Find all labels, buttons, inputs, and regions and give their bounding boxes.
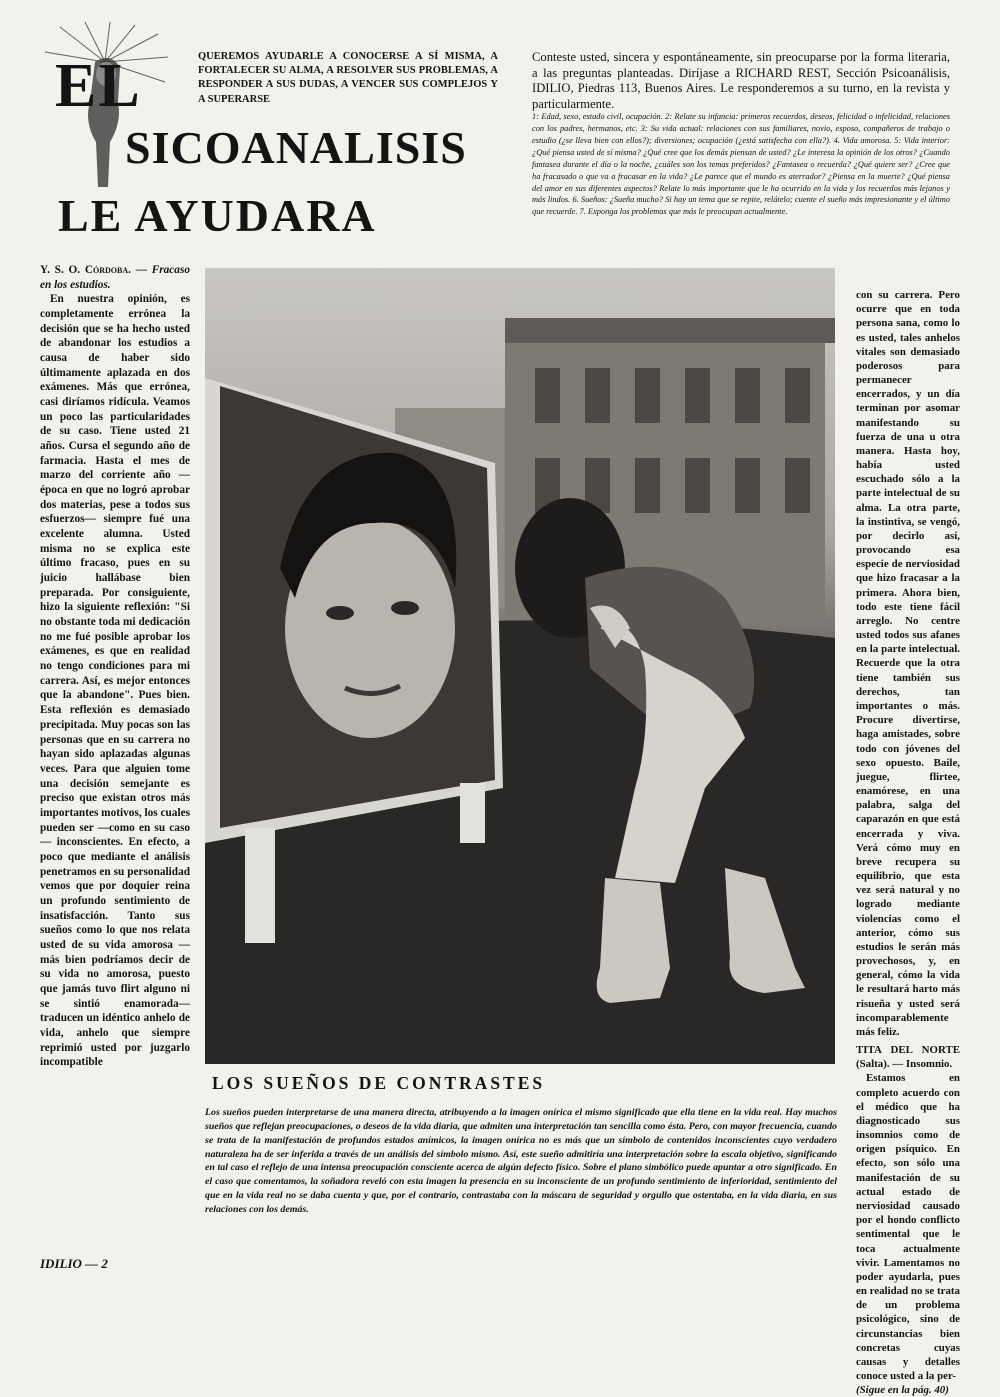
left-column	[40, 263, 190, 1253]
questions-text: 1: Edad, sexo, estado civil, ocupación. 2: Relate su infancia: primeros recuerdos, deseos, felicidad o infelicidad, relaciones con los padres, hermanos, etc. 3: Su vida actual: relaciones con sus familiares, novio, esposo, compañeros de trabajo o estudio (¿se lleva bien con ellos?); diversiones; ocupación (¿está satisfecha con ella?). 4. Vida amorosa. 5: Vida interior: ¿Qué piensa usted de sí misma? ¿Qué cree que los demás piensan de usted? ¿Le interesa la opinión de los otros? ¿Cuando fantasea durante el día o la noche, ¿cuáles son los temas preferidos? ¿Fantasea o recuerda? ¿Qué quiere ser? ¿Cree que ha fracasado o que va a fracasar en la vida? ¿Le parece que el mundo es aterrador? ¿Piensa en la muerte? ¿Qué piensa del amor en sus diferentes aspectos? Relate lo más importante que le ha ocurrido en la vida y los recuerdos más lejanos y más lindos. 6. Sueños: ¿Sueña mucho? Si hay un tema que se repite, relátelo; cuente el sueño más impresionante y el último que recuerde. 7. Exponga los problemas que más le preocupan actualmente.	[532, 112, 950, 217]
second-reader-signature: TITA DEL NORTE (Salta). — Insomnio.	[856, 1044, 960, 1071]
title-el: EL	[55, 52, 142, 120]
title-le-ayudara: LE AYUDARA	[58, 190, 377, 241]
caption-body: Los sueños pueden interpretarse de una manera directa, atribuyendo a la imagen onírica el mismo significado que ella tiene en la vida real. Hay muchos sueños que reflejan preocupaciones, o deseos de la vida diaria, que admiten una interpretación tan sencilla como ésta. Pero, con mayor frecuencia, cuando se trata de la manifestación de profundos estados anímicos, la imagen onírica no es más que un símbolo de contenidos inconscientes cuyo verdadero naturaleza ha de ser inferida a través de un análisis del símbolo mismo. Así, este sueño admitiría una interpretación sobre la escala objetivo, significando en tal caso el reflejo de una intensa preocupación consciente acerca de algún defecto físico. Sobre el plano simbólico puede apuntar a otro significado. En el caso que comentamos, la soñadora reveló con esta imagen la presencia en su inconsciente de un profundo sentimiento de inferioridad, sentimiento del que en la vida real no se daba cuenta y que, por el contrario, contrastaba con la máscara de seguridad y orgullo que ostentaba, en la vida diaria, en sus relaciones con los demás.	[205, 1107, 837, 1216]
right-column	[856, 288, 960, 1397]
reader-subject: — Fracaso en los estudios.	[40, 264, 190, 291]
photo-illustration	[205, 268, 835, 1064]
right-column-paragraph-2: Estamos en completo acuerdo con el médico que ha diagnosticado sus insomnios como de origen psíquico. En efecto, son sólo una manifestación de su actual estado de nerviosidad causado por el hondo conflicto sentimental que le toca actualmente vivir. Lamentamos no poder ayudarla, pues en realidad no se trata de un problema psicológico, sino de circunstancias bien concretas cuyas causas y detalles conoce usted a la per-	[856, 1072, 960, 1383]
page-footer: IDILIO — 2	[40, 1256, 108, 1271]
title-sicoanalisis: SICOANALISIS	[125, 122, 467, 173]
instructions-text: Conteste usted, sincera y espontáneamente, sin preocuparse por la forma literaria, a las preguntas planteadas. Diríjase a RICHARD REST, Sección Psicoanálisis, IDILIO, Piedras 113, Buenos Aires. Le responderemos a su turno, en la revista y particularmente.	[532, 50, 950, 112]
reader-signature: Y. S. O. Córdoba.	[40, 264, 131, 276]
right-column-paragraph-1: con su carrera. Pero ocurre que en toda persona sana, como lo es usted, tales anhelos vitales son demasiado poderosos para permanecer encerrados, y un día terminan por asomar manifestando su fuerza de una u otra manera. Hasta hoy, había usted escuchado sólo a la parte intelectual de su alma. La otra parte, la instintiva, se vengó, por decirlo así, provocando esa especie de nerviosidad que hizo fracasar a la primera. Ahora bien, todo este tiene fácil arreglo. No centre usted todos sus afanes en la parte intelectual. Recuerde que la otra tiene también sus derechos, tan importantes o más. Procure divertirse, haga amistades, sobre todo con jóvenes del sexo opuesto. Baile, juegue, flirtee, enamórese, en una palabra, salga del caparazón en que está encerrada y viva. Verá cómo muy en breve recupera su equilibrio, que esta vez será natural y no logrado mediante violencias como el anterior, cómo sus estudios le serán más provechosos, y, en general, cómo la vida le resultará harto más risueña y usted será incomparablemente más feliz.	[856, 289, 960, 1038]
intro-statement: QUEREMOS AYUDARLE A CONOCERSE A SÍ MISMA, A FORTALECER SU ALMA, A RESOLVER SUS PROBLEMAS, A RESPONDER A SUS DUDAS, A VENCER SUS COMPLEJOS Y A SUPERARSE	[198, 51, 498, 105]
caption-title: LOS SUEÑOS DE CONTRASTES	[212, 1073, 546, 1093]
photo-montage	[205, 268, 835, 1064]
continued-note: (Sigue en la pág. 40)	[856, 1384, 949, 1397]
left-column-paragraph: En nuestra opinión, es completamente errónea la decisión que se ha hecho usted de abandonar los estudios a causa de haber sido últimamente aplazada en dos exámenes. Más que errónea, casi diríamos ridícula. Veamos un poco las particularidades de su caso. Tiene usted 21 años. Cursa el segundo año de farmacia. Hasta el mes de marzo del corriente año —época en que no logró aprobar dos materias, pese a todos sus esfuerzos— siempre fué una excelente alumna. Usted misma no se explica este último fracaso, pues en su juicio hallábase bien preparada. Por consiguiente, hizo la siguiente reflexión: "Si no obstante toda mi dedicación no me fué posible aprobar los exámenes, es que en realidad no tengo condiciones para mi carrera. Así, es mejor entonces que la abandone". Pues bien. Esta reflexión es demasiado precipitada. Muy pocas son las personas que en su carrera no hayan sido aplazadas algunas veces. Para que alguien tome una decisión semejante es preciso que existan otros más importantes motivos, los cuales pueden ser —como en su caso— inconscientes. En efecto, a poco que mediante el análisis penetramos en su personalidad vemos que por doquier reina un profundo sentimiento de insatisfacción. Tanto sus sueños como lo que nos relata usted de su vida amorosa —más bien podríamos decir de su vida no amorosa, puesto que jamás tuvo flirt alguno ni se sintió enamorada— traducen un idéntico anhelo de vida, anhelo que siempre reprimió usted por juzgarlo incompatible	[40, 293, 190, 1069]
